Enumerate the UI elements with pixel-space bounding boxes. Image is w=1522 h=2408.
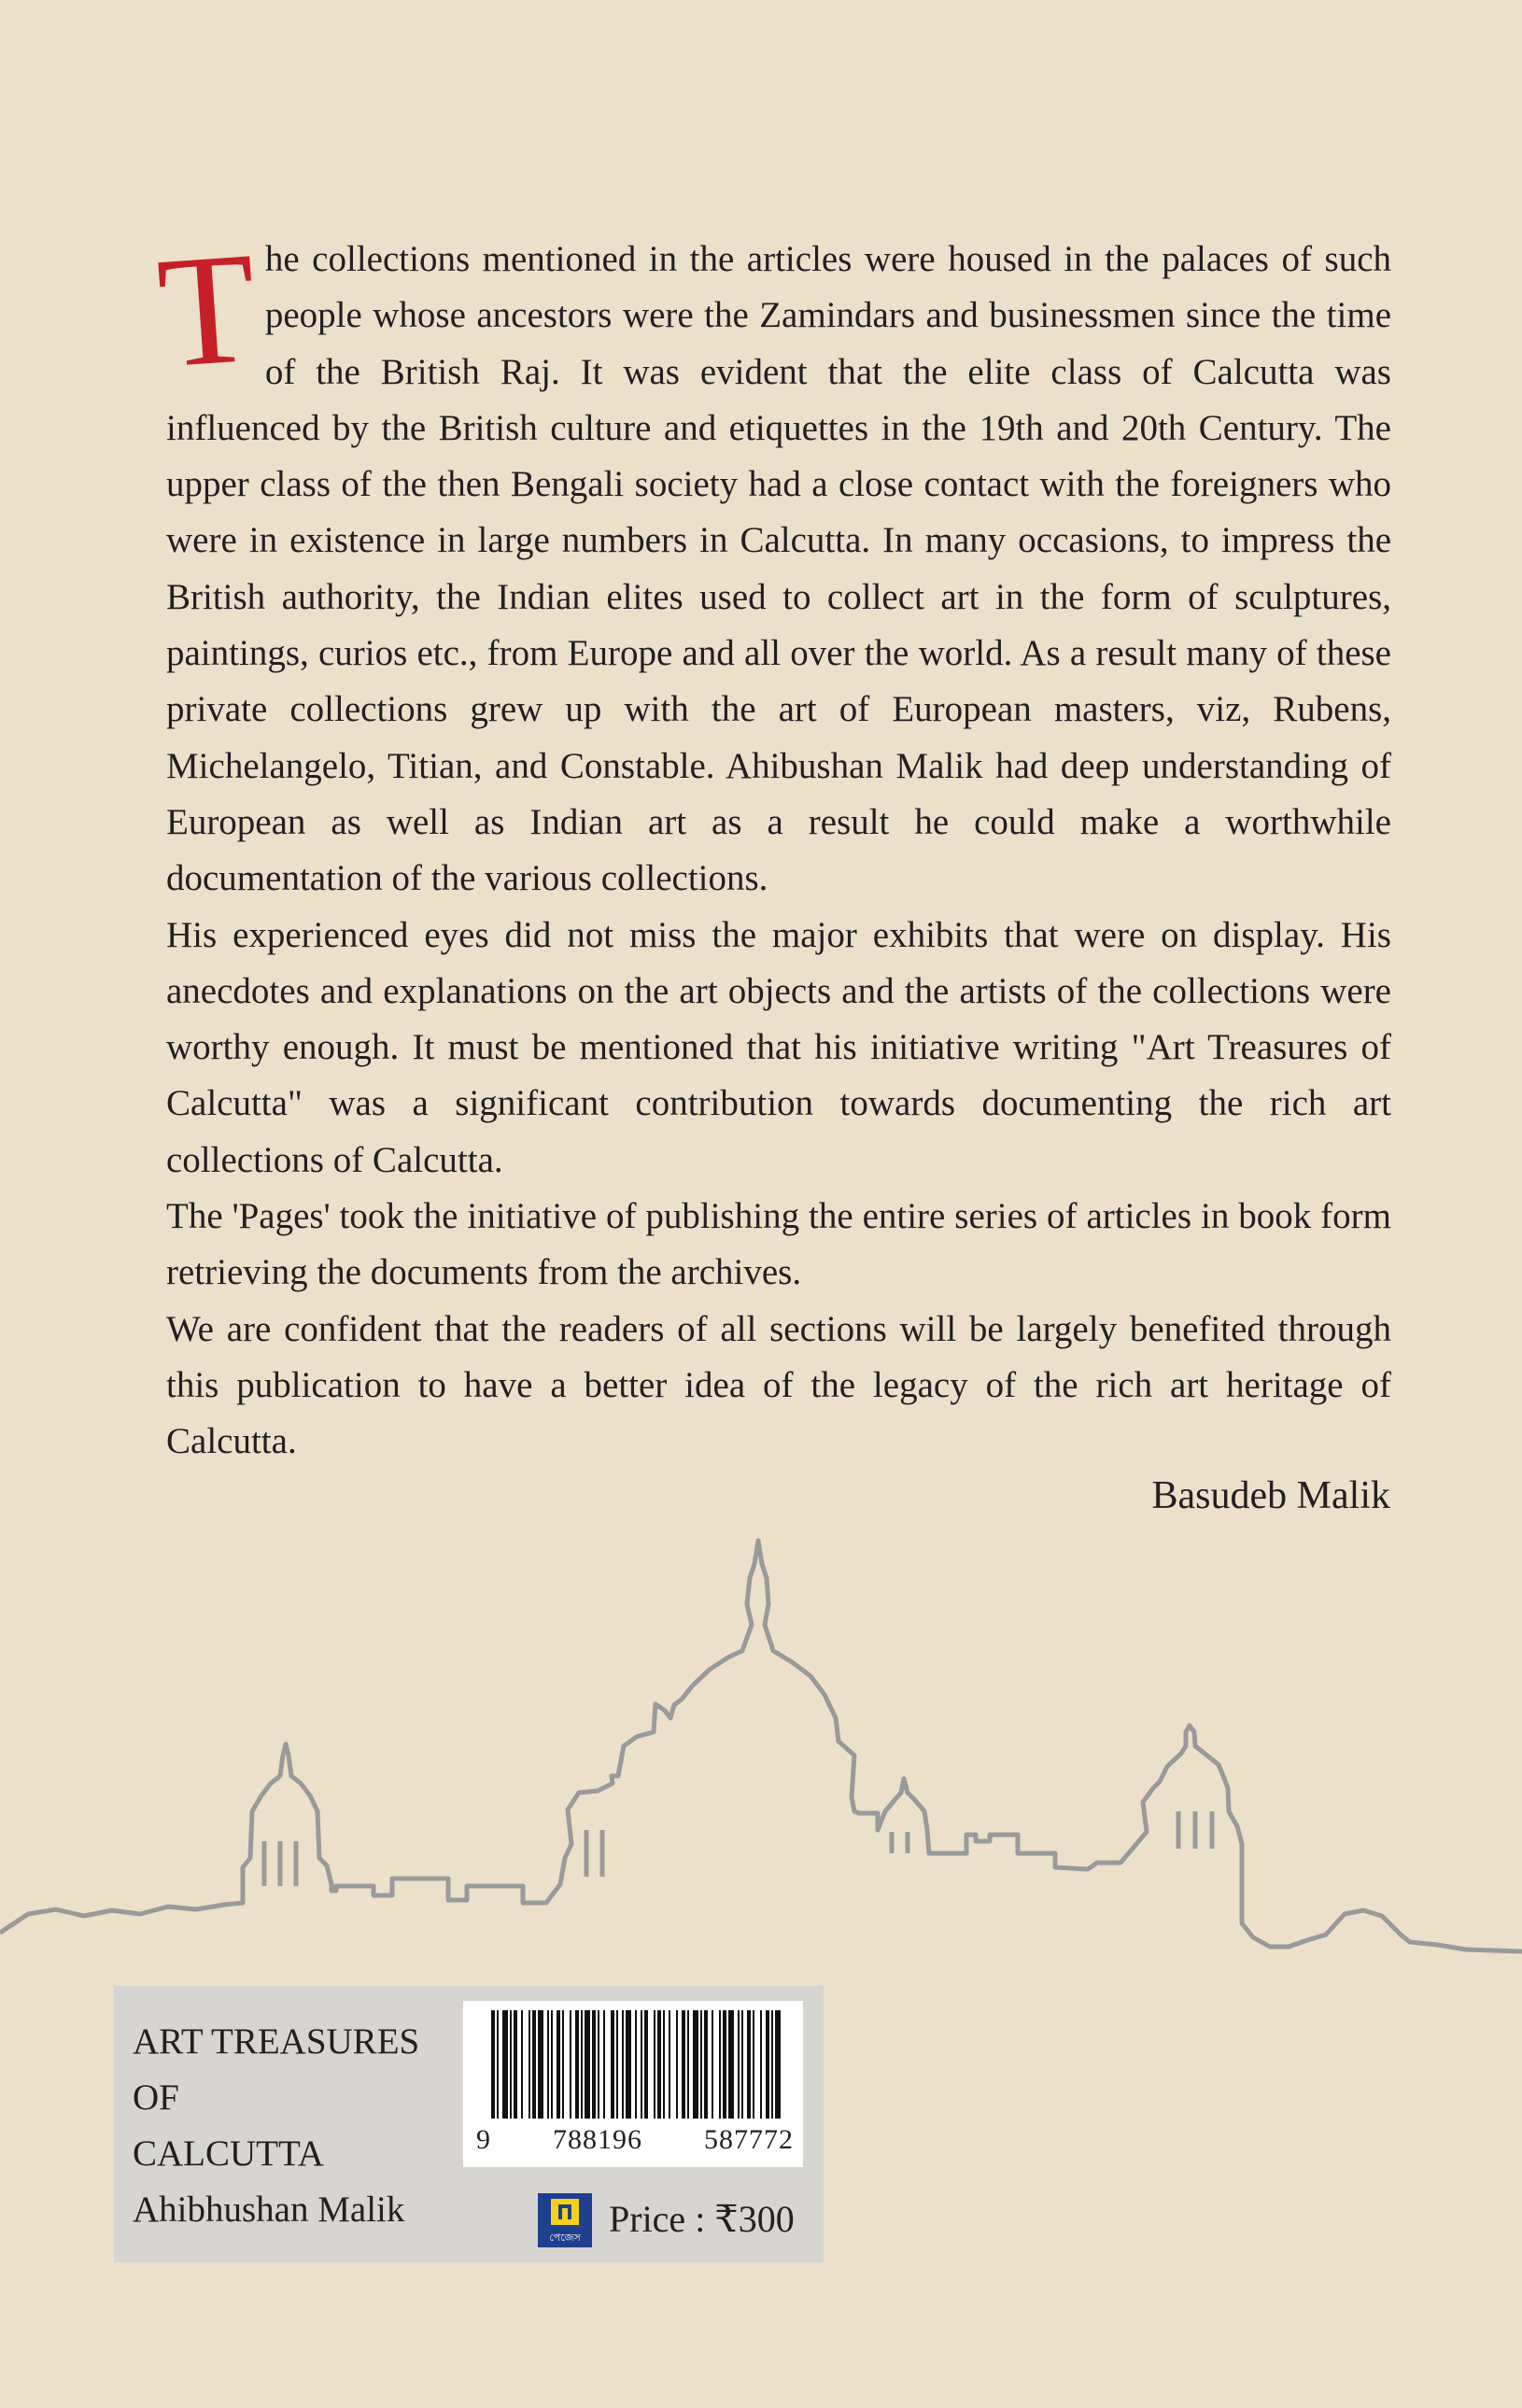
barcode-bar [641, 2010, 642, 2119]
barcode-bar [682, 2010, 685, 2119]
book-author: Ahibhushan Malik [133, 2190, 405, 2230]
barcode-bar [497, 2010, 499, 2119]
barcode-bar [616, 2010, 618, 2119]
barcode-bar [603, 2010, 605, 2119]
publisher-logo-mark [538, 2193, 592, 2247]
paragraph-2: His experienced eyes did not miss the major exhibits that were on display. His anecdotes and explanations on the art objects and the artists of the collections were worthy enough. It must be mentioned that his initiative writing "Art Treasures of Calcutta" was a significant contribution towards documenting the rich art collections of Calcutta. [166, 914, 1391, 1180]
barcode-bar [521, 2010, 523, 2119]
isbn-digit-group: 9 [476, 2124, 491, 2155]
book-title-block [133, 2014, 419, 2238]
barcode-bar [562, 2010, 564, 2119]
barcode-bar [575, 2010, 579, 2119]
barcode-bar [598, 2010, 599, 2119]
barcode-bar [663, 2010, 665, 2119]
barcode-bar [547, 2010, 549, 2119]
isbn-digits [476, 2124, 794, 2156]
book-title-line: ART TREASURES [133, 2021, 420, 2062]
barcode-bar [771, 2010, 773, 2119]
price-label: Price : ₹300 [609, 2198, 795, 2240]
barcode-bar [570, 2010, 571, 2119]
barcode-bar [551, 2010, 553, 2119]
barcode-bar [712, 2010, 713, 2119]
book-title-line: CALCUTTA [133, 2133, 324, 2174]
barcode-bar [719, 2010, 721, 2119]
barcode-bar [592, 2010, 596, 2119]
barcode-bar [626, 2010, 631, 2119]
barcode-bar [669, 2010, 670, 2119]
publisher-logo-text: পেজেস [549, 2232, 581, 2244]
barcode-bar [581, 2010, 583, 2119]
barcode-bar [528, 2010, 530, 2119]
barcode-bar [557, 2010, 560, 2119]
barcode-bar [657, 2010, 661, 2119]
barcode-bar [747, 2010, 751, 2119]
barcode-bar [611, 2010, 614, 2119]
barcode-bar [700, 2010, 702, 2119]
barcode-bar [753, 2010, 754, 2119]
isbn-digit-group: 788196 [553, 2124, 642, 2155]
isbn-barcode [463, 2001, 803, 2167]
paragraph-3: The 'Pages' took the initiative of publishing the entire series of articles in book form retrieving the documents from the archives. [166, 1196, 1391, 1293]
barcode-bar [704, 2010, 708, 2119]
barcode-bar [510, 2010, 512, 2119]
barcode-bar [491, 2010, 495, 2119]
barcode-bar [676, 2010, 678, 2119]
barcode-bars [463, 2001, 803, 2122]
barcode-bar [622, 2010, 624, 2119]
paragraph-1: The collections mentioned in the articles were housed in the palaces of such people whose ancestors were the Zamindars and businessmen since the time of the British Raj. It was evident that the elite class of Calcutta was influenced by the British culture and etiquettes in the 19th and 20th Century. The upper class of the then Bengali society had a close contact with the foreigners who were in existence in large numbers in Calcutta. In many occasions, to impress the British authority, the Indian elites used to collect art in the form of sculptures, paintings, curios etc., from Europe and all over the world. As a result many of these private collections grew up with the art of European masters, viz, Rubens, Michelangelo, Titian, and Constable. Ahibushan Malik had deep understanding of European as well as Indian art as a result he could make a worthwhile documentation of the various collections. [152, 218, 1391, 899]
barcode-bar [723, 2010, 726, 2119]
barcode-bar [654, 2010, 655, 2119]
blurb-text [152, 218, 1391, 1471]
barcode-bar [760, 2010, 762, 2119]
barcode-bar [644, 2010, 648, 2119]
barcode-bar [728, 2010, 734, 2119]
publisher-logo [538, 2193, 592, 2247]
barcode-bar [766, 2010, 769, 2119]
paragraph-4: We are confident that the readers of all sections will be largely benefited through this publication to have a better idea of the legacy of the rich art heritage of Calcutta. [166, 1308, 1391, 1462]
barcode-bar [502, 2010, 508, 2119]
dropcap-letter: T [152, 218, 262, 401]
book-title-line: OF [133, 2077, 179, 2118]
barcode-bar [775, 2010, 781, 2119]
barcode-bar [738, 2010, 740, 2119]
author-signature: Basudeb Malik [1151, 1474, 1390, 1517]
barcode-bar [741, 2010, 743, 2119]
barcode-bar [635, 2010, 637, 2119]
barcode-bar [514, 2010, 517, 2119]
barcode-bar [693, 2010, 698, 2119]
barcode-bar [538, 2010, 543, 2119]
barcode-bar [687, 2010, 689, 2119]
isbn-digit-group: 587772 [704, 2124, 794, 2155]
barcode-bar [532, 2010, 536, 2119]
book-info-box [114, 1986, 824, 2262]
barcode-bar [585, 2010, 590, 2119]
